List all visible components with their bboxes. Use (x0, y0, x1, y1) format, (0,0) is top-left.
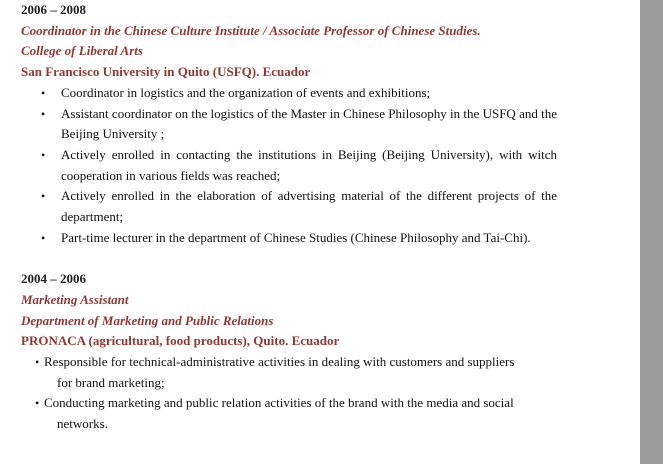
list-item: • Assistant coordinator on the logistics of the Master in Chinese Philosophy in the USFQ and the Beijing University ; (41, 105, 557, 142)
bullet-icon: • (35, 396, 40, 411)
bullet-icon: • (41, 147, 46, 162)
bullet-icon: • (41, 85, 46, 100)
bullet-icon: • (41, 189, 46, 204)
bullet-icon: • (41, 230, 46, 245)
entry-dates: 2004 – 2006 (21, 271, 86, 287)
list-item: • Conducting marketing and public relation activities of the brand with the media and social networks. (35, 395, 514, 432)
vertical-scrollbar[interactable] (640, 0, 663, 464)
list-item: • Responsible for technical-administrative activities in dealing with customers and suppliers for brand marketing; (35, 353, 515, 390)
list-item: • Actively enrolled in the elaboration of advertising material of the different projects of the department; (41, 188, 557, 225)
entry-job-title: Coordinator in the Chinese Culture Institute / Associate Professor of Chinese Studies. (21, 22, 481, 38)
entry-department: College of Liberal Arts (21, 43, 143, 59)
entry-institution: PRONACA (agricultural, food products), Quito. Ecuador (21, 333, 340, 349)
entry-duties-list (21, 83, 561, 249)
entry-dates: 2006 – 2008 (21, 2, 86, 17)
experience-entry-usfq (21, 0, 561, 248)
entry-duties-list (21, 352, 561, 435)
entry-institution: San Francisco University in Quito (USFQ). Ecuador (21, 64, 311, 80)
entry-department: Department of Marketing and Public Relations (21, 312, 274, 328)
list-item: • Part-time lecturer in the department of Chinese Studies (Chinese Philosophy and Tai-Chi). (21, 228, 557, 249)
list-item: • Coordinator in logistics and the organization of events and exhibitions; (21, 83, 557, 104)
resume-content (21, 0, 561, 435)
entry-job-title: Marketing Assistant (21, 291, 129, 307)
list-item: • Actively enrolled in contacting the institutions in Beijing (Beijing University), with witch cooperation in various fields was reached; (41, 146, 557, 183)
bullet-icon: • (41, 106, 46, 121)
section-spacer (21, 248, 561, 269)
bullet-icon: • (35, 354, 40, 369)
experience-entry-pronaca (21, 269, 561, 435)
